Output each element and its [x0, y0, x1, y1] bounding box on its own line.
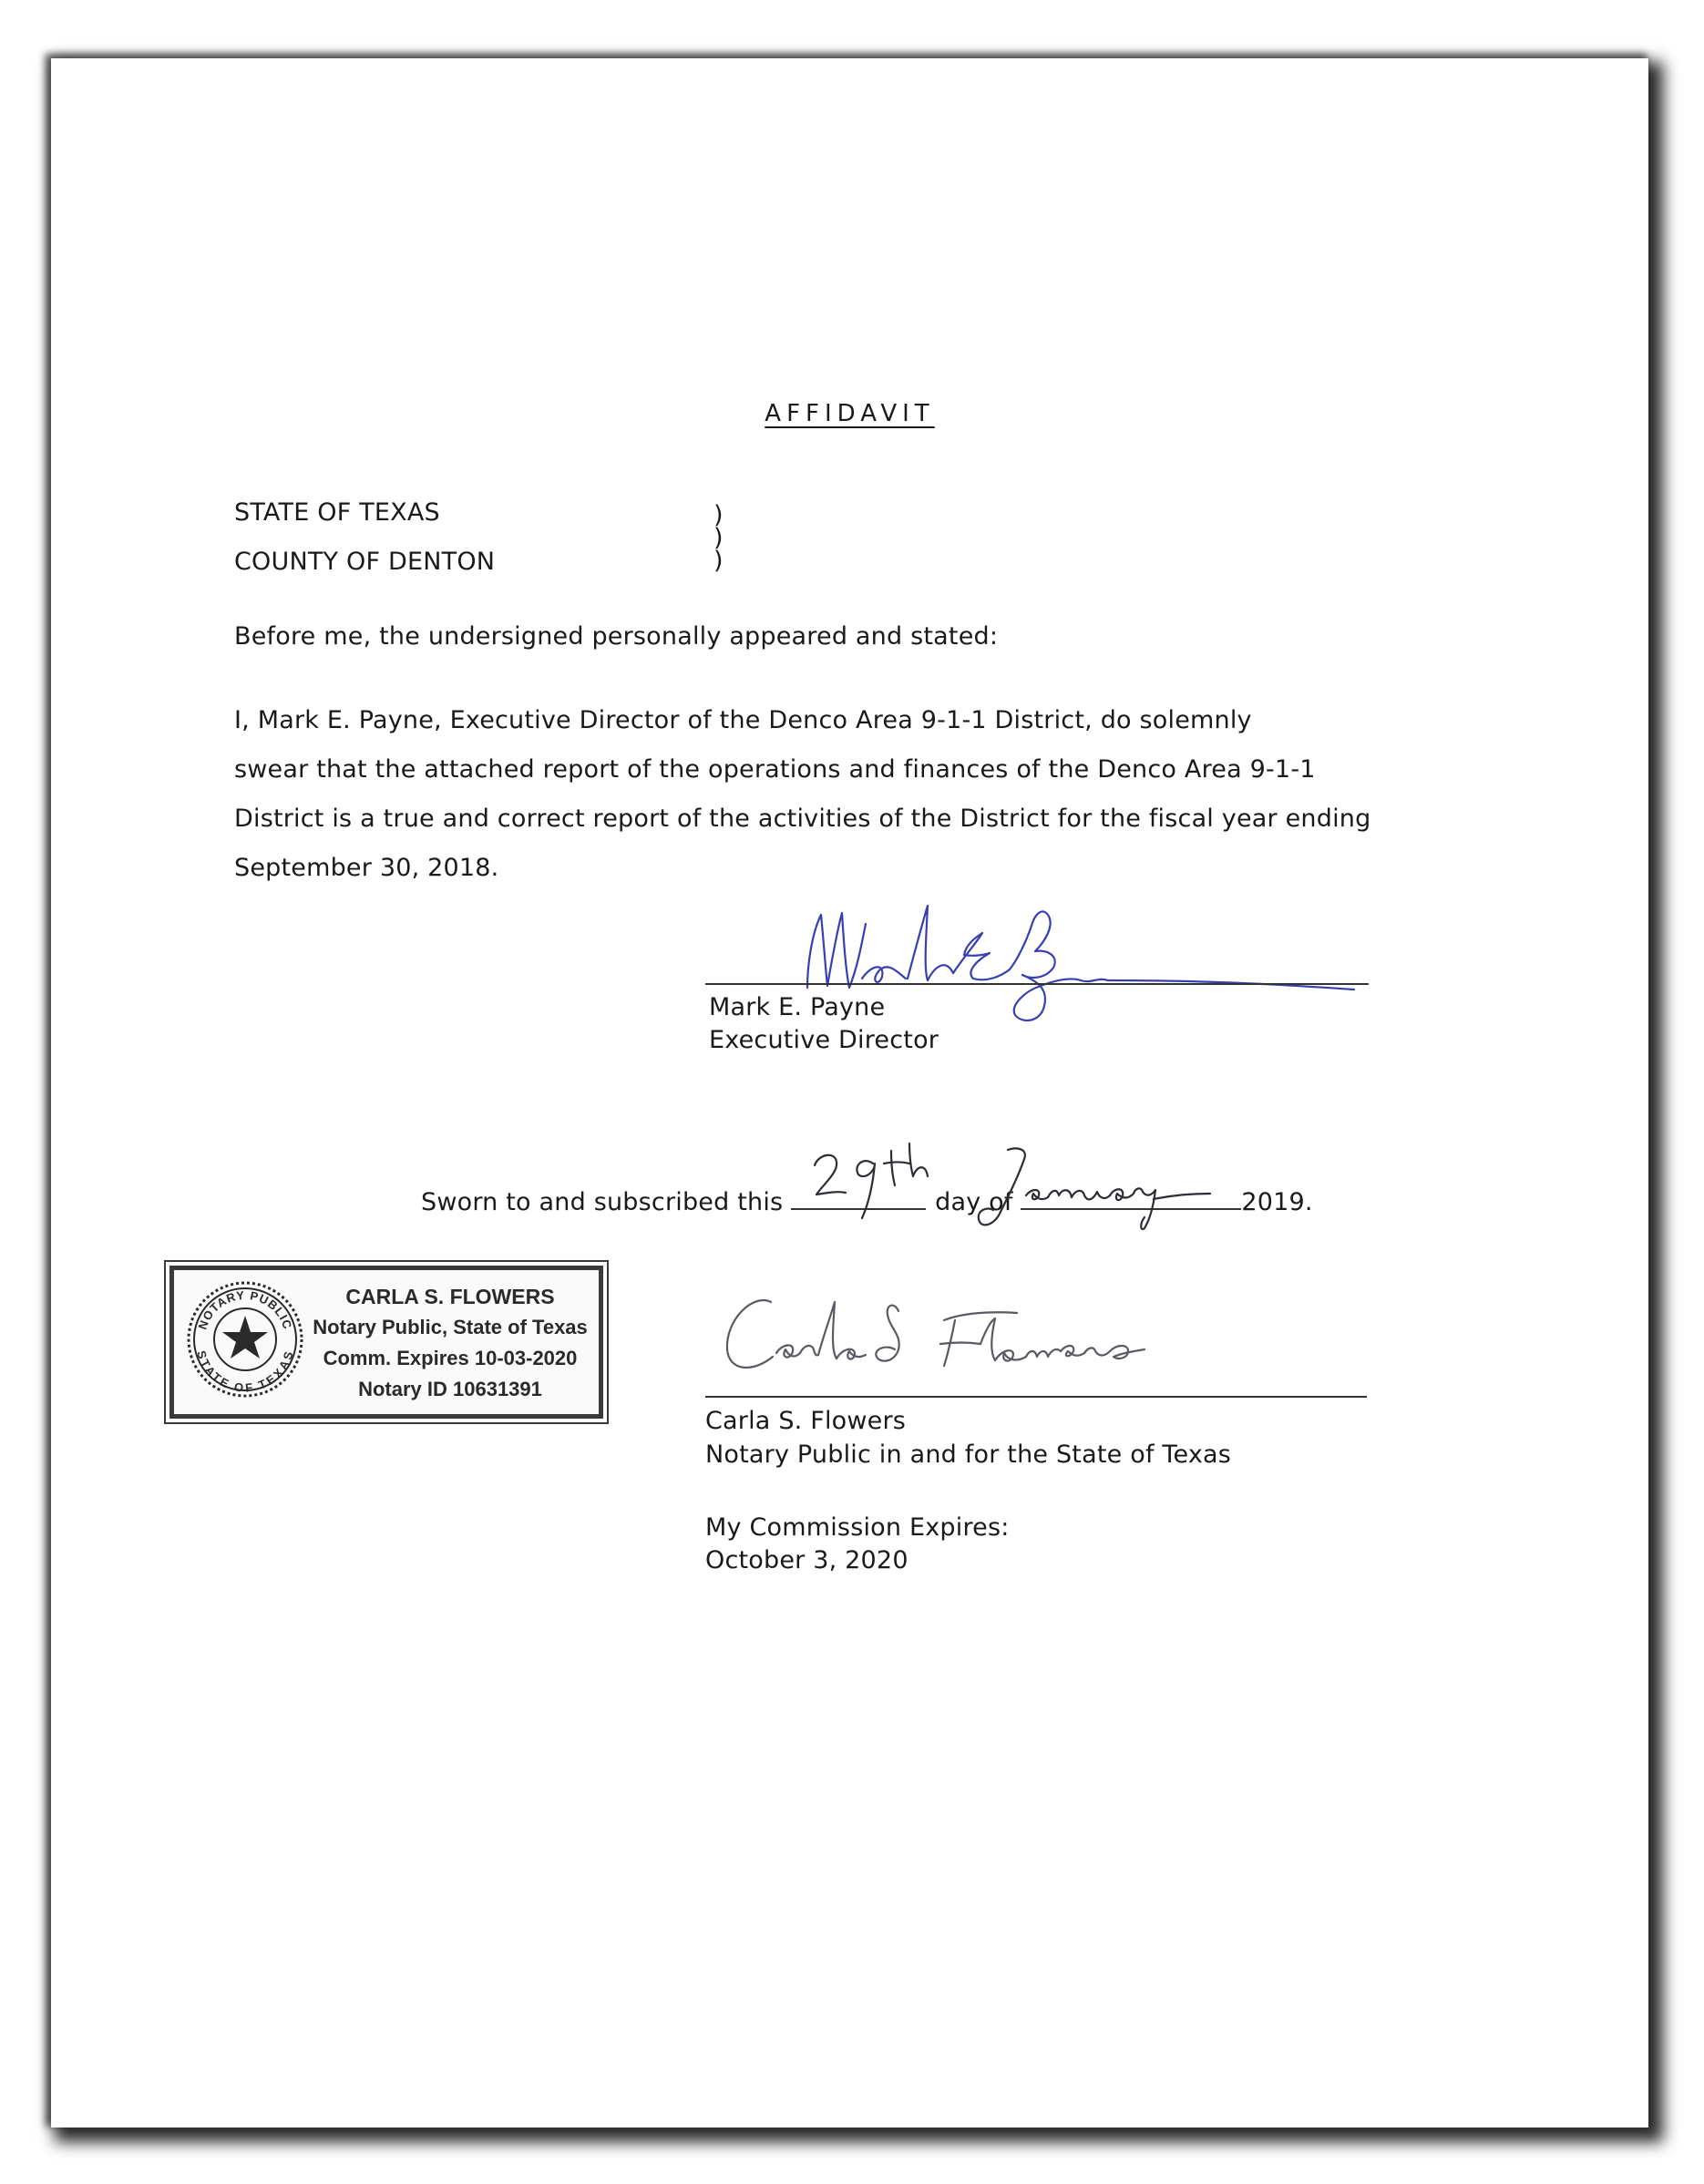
jurat-day-handwriting [807, 1138, 944, 1220]
stamp-name: CARLA S. FLOWERS [345, 1285, 555, 1308]
affiant-title: Executive Director [709, 1026, 939, 1054]
stamp-line-2: Notary Public, State of Texas [313, 1316, 588, 1338]
svg-text:STATE OF TEXAS: STATE OF TEXAS [194, 1348, 296, 1395]
document-title: AFFIDAVIT [765, 400, 935, 427]
statement-paragraph [234, 696, 1370, 893]
jurat-middle: day of [935, 1188, 1013, 1216]
affiant-name: Mark E. Payne [709, 993, 886, 1021]
statement-line-1: I, Mark E. Payne, Executive Director of the Denco Area 9-1-1 District, do solemnly [234, 706, 1252, 734]
notary-signature [716, 1284, 1318, 1402]
jurat-suffix: 2019. [1241, 1188, 1313, 1216]
svg-text:NOTARY PUBLIC: NOTARY PUBLIC [195, 1287, 295, 1332]
venue-state: STATE OF TEXAS [234, 498, 440, 527]
notary-stamp [169, 1266, 603, 1419]
venue-parentheses: ) ) ) [713, 501, 724, 575]
affiant-signature-line [705, 983, 1369, 985]
jurat-month-handwriting [971, 1143, 1227, 1234]
intro-text: Before me, the undersigned personally appeared and stated: [234, 622, 999, 651]
stamp-line-3: Comm. Expires 10-03-2020 [323, 1347, 578, 1369]
affidavit-page [51, 58, 1648, 2128]
notary-name: Carla S. Flowers [705, 1407, 907, 1435]
notary-title: Notary Public in and for the State of Texas [705, 1441, 1232, 1469]
jurat-prefix: Sworn to and subscribed this [421, 1188, 784, 1216]
notary-seal-icon [185, 1279, 305, 1400]
statement-line-4: September 30, 2018. [234, 854, 499, 882]
statement-line-3: District is a true and correct report of the activities of the District for the fiscal year ending [234, 805, 1371, 833]
statement-line-2: swear that the attached report of the operations and finances of the Denco Area 9-1-1 [234, 755, 1316, 784]
venue-county: COUNTY OF DENTON [234, 548, 496, 576]
commission-label: My Commission Expires: [705, 1513, 1010, 1542]
commission-date: October 3, 2020 [705, 1546, 908, 1574]
stamp-line-4: Notary ID 10631391 [358, 1378, 542, 1400]
notary-signature-line [705, 1396, 1367, 1398]
